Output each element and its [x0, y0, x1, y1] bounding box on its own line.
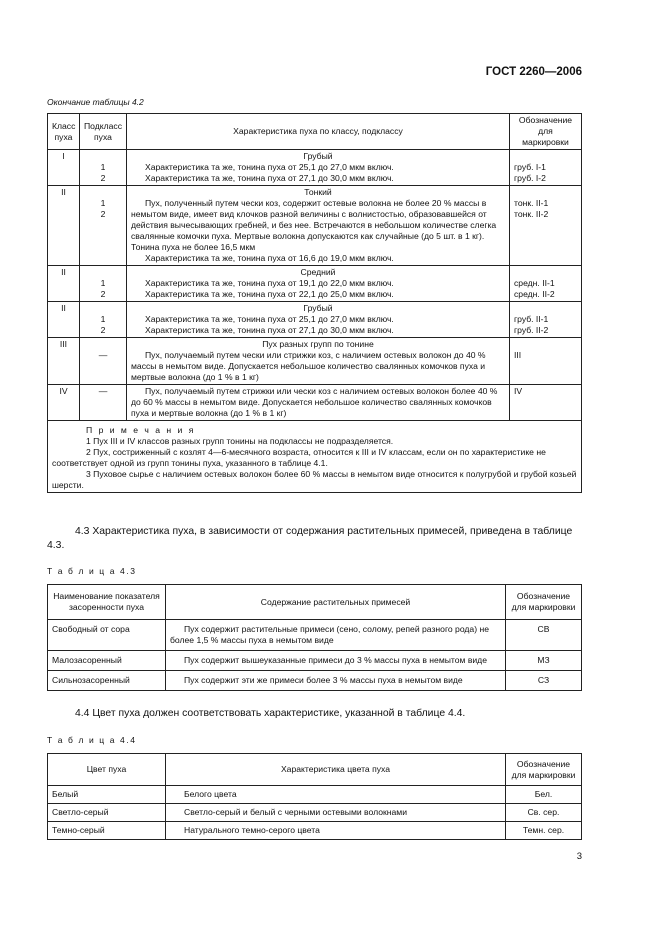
- subclass-value: 1: [100, 162, 106, 172]
- table-row: [48, 338, 582, 385]
- table-row: [48, 266, 582, 302]
- characteristic-text: Пух, получаемый путем чески или стрижки коз, с наличием остевых волокон до 40 % массы в немытом виде. Допускается небольшое количество свалянных комочков пуха и мертвые волокна (до 1 % в 1 кг): [131, 350, 486, 382]
- table-4-2-caption: Окончание таблицы 4.2: [47, 97, 144, 107]
- col-header-impurities: Содержание растительных примесей: [166, 585, 506, 620]
- notes-row: [48, 421, 582, 493]
- table-4-2-body: [48, 150, 582, 493]
- class-cell: II: [48, 266, 80, 302]
- characteristic-text: Характеристика та же, тонина пуха от 22,1 до 25,0 мкм включ.: [145, 289, 394, 299]
- note-item: 2 Пух, состриженный с козлят 4—6-месячного возраста, относится к III и IV классам, если он по характеристике не соответствует одной из групп тонины пуха, указанного в таблице 4.1.: [52, 447, 546, 468]
- color-characteristic-cell: Светло-серый и белый с черными остевыми волокнами: [166, 804, 506, 822]
- marking-cell: Бел.: [506, 786, 582, 804]
- marking-value: груб. II-2: [514, 325, 549, 335]
- subclass-cell: [80, 266, 127, 302]
- subclass-value: 1: [100, 314, 106, 324]
- col-header-color: Цвет пуха: [48, 754, 166, 786]
- marking-cell: Св. сер.: [506, 804, 582, 822]
- subclass-value: 1: [100, 198, 106, 208]
- table-row: [48, 620, 582, 651]
- characteristic-cell: [127, 266, 510, 302]
- table-row: [48, 186, 582, 266]
- characteristic-cell: [127, 338, 510, 385]
- characteristic-cell: [127, 385, 510, 421]
- table-4-2: [47, 113, 582, 493]
- table-row: [48, 822, 582, 840]
- spacer: [514, 151, 577, 162]
- spacer: [84, 151, 122, 162]
- table-row: [48, 651, 582, 671]
- characteristic-text: Характеристика та же, тонина пуха от 19,1 до 22,0 мкм включ.: [145, 278, 394, 288]
- group-title: Грубый: [303, 151, 333, 161]
- col-header-marking: Обозначение для маркировки: [510, 114, 582, 150]
- color-name-cell: Темно-серый: [48, 822, 166, 840]
- spacer: [84, 303, 122, 314]
- color-name-cell: Белый: [48, 786, 166, 804]
- table-4-4: [47, 753, 582, 840]
- col-header-marking: Обозначение для маркировки: [506, 585, 582, 620]
- page-number: 3: [576, 851, 582, 862]
- class-cell: I: [48, 150, 80, 186]
- spacer: [84, 267, 122, 278]
- marking-cell: [510, 266, 582, 302]
- impurities-cell: Пух содержит вышеуказанные примеси до 3 % массы пуха в немытом виде: [166, 651, 506, 671]
- col-header-characteristic: Характеристика пуха по классу, подклассу: [127, 114, 510, 150]
- characteristic-text: Характеристика та же, тонина пуха от 25,1 до 27,0 мкм включ.: [145, 162, 394, 172]
- marking-value: груб. I-2: [514, 173, 546, 183]
- spacer: [514, 267, 577, 278]
- table-4-3-caption: Т а б л и ц а 4.3: [47, 566, 137, 576]
- characteristic-cell: [127, 150, 510, 186]
- table-row: [48, 150, 582, 186]
- color-characteristic-cell: Натурального темно-серого цвета: [166, 822, 506, 840]
- subclass-value: —: [98, 350, 108, 360]
- characteristic-text: Характеристика та же, тонина пуха от 16,6 до 19,0 мкм включ.: [145, 253, 394, 263]
- subclass-value: 2: [100, 209, 106, 219]
- spacer: [84, 339, 122, 350]
- standard-header: ГОСТ 2260—2006: [485, 66, 582, 78]
- marking-cell: СВ: [506, 620, 582, 651]
- characteristic-text: Характеристика та же, тонина пуха от 27,1 до 30,0 мкм включ.: [145, 325, 394, 335]
- table-4-4-body: [48, 786, 582, 840]
- marking-cell: [510, 338, 582, 385]
- group-title: Тонкий: [304, 187, 332, 197]
- color-characteristic-cell: Белого цвета: [166, 786, 506, 804]
- marking-cell: Темн. сер.: [506, 822, 582, 840]
- spacer: [514, 339, 577, 350]
- class-cell: IV: [48, 385, 80, 421]
- spacer: [514, 187, 577, 198]
- group-title: Грубый: [303, 303, 333, 313]
- col-header-class: Класс пуха: [48, 114, 80, 150]
- marking-cell: [510, 150, 582, 186]
- col-header-contamination: Наименование показателя засоренности пуха: [48, 585, 166, 620]
- col-header-color-characteristic: Характеристика цвета пуха: [166, 754, 506, 786]
- marking-cell: СЗ: [506, 671, 582, 691]
- marking-value: груб. I-1: [514, 162, 546, 172]
- contamination-name-cell: Свободный от сора: [48, 620, 166, 651]
- marking-value: тонк. II-2: [514, 209, 549, 219]
- note-item: 1 Пух III и IV классов разных групп тонины на подклассы не подразделяется.: [86, 436, 394, 446]
- color-name-cell: Светло-серый: [48, 804, 166, 822]
- subclass-cell: [80, 302, 127, 338]
- marking-value: III: [514, 350, 522, 360]
- table-row: [48, 804, 582, 822]
- paragraph-4-3: 4.3 Характеристика пуха, в зависимости от содержания растительных примесей, приведена в таблице 4.3.: [47, 526, 573, 551]
- subclass-cell: [80, 385, 127, 421]
- contamination-name-cell: Малозасоренный: [48, 651, 166, 671]
- note-item: 3 Пуховое сырье с наличием остевых волокон более 60 % массы в немытом виде относится к полугрубой и грубой козьей шерсти.: [52, 469, 577, 490]
- marking-cell: [510, 186, 582, 266]
- characteristic-text: Пух, полученный путем чески коз, содержит остевые волокна не более 20 % массы в немытом виде, имеет вид клочков разной величины с волнистостью, образовавшейся от действия вычесывающих гребней, и без нее. Встречаются в небольшом количестве слегка свалянные комочки пуха. Мертвые волокна допускаются как случайные (до 5 шт. в 1 кг). Тонина пуха не более 16,5 мкм: [131, 198, 497, 252]
- characteristic-text: Пух, получаемый путем стрижки или чески коз с наличием остевых волокон более 40 % до 60 % массы в немытом виде. Допускается небольшое количество свалянных комочков пуха и мертвые волокна (до 1 % в 1 кг): [131, 386, 498, 418]
- class-cell: II: [48, 302, 80, 338]
- marking-cell: [510, 302, 582, 338]
- table-row: [48, 671, 582, 691]
- subclass-cell: [80, 150, 127, 186]
- marking-value: средн. II-1: [514, 278, 555, 288]
- paragraph-4-4: 4.4 Цвет пуха должен соответствовать характеристике, указанной в таблице 4.4.: [75, 708, 466, 719]
- spacer: [84, 187, 122, 198]
- marking-value: IV: [514, 386, 523, 396]
- notes-cell: [48, 421, 582, 493]
- marking-value: тонк. II-1: [514, 198, 549, 208]
- subclass-value: 2: [100, 325, 106, 335]
- impurities-cell: Пух содержит эти же примеси более 3 % массы пуха в немытом виде: [166, 671, 506, 691]
- characteristic-text: Характеристика та же, тонина пуха от 25,1 до 27,0 мкм включ.: [145, 314, 394, 324]
- table-row: [48, 385, 582, 421]
- impurities-cell: Пух содержит растительные примеси (сено, солому, репей разного рода) не более 1,5 % массы пуха в немытом виде: [166, 620, 506, 651]
- table-row: [48, 302, 582, 338]
- col-header-marking: Обозначение для маркировки: [506, 754, 582, 786]
- table-4-3: [47, 584, 582, 691]
- table-4-4-caption: Т а б л и ц а 4.4: [47, 735, 137, 745]
- contamination-name-cell: Сильнозасоренный: [48, 671, 166, 691]
- subclass-cell: [80, 338, 127, 385]
- characteristic-cell: [127, 186, 510, 266]
- subclass-value: 2: [100, 289, 106, 299]
- table-row: [48, 786, 582, 804]
- subclass-value: 2: [100, 173, 106, 183]
- col-header-subclass: Подкласс пуха: [80, 114, 127, 150]
- class-cell: II: [48, 186, 80, 266]
- notes-title: П р и м е ч а н и я: [86, 425, 196, 435]
- group-title: Пух разных групп по тонине: [262, 339, 374, 349]
- characteristic-text: Характеристика та же, тонина пуха от 27,1 до 30,0 мкм включ.: [145, 173, 394, 183]
- class-cell: III: [48, 338, 80, 385]
- subclass-value: 1: [100, 278, 106, 288]
- table-4-3-body: [48, 620, 582, 691]
- marking-cell: МЗ: [506, 651, 582, 671]
- marking-cell: [510, 385, 582, 421]
- group-title: Средний: [300, 267, 336, 277]
- marking-value: груб. II-1: [514, 314, 549, 324]
- subclass-cell: [80, 186, 127, 266]
- marking-value: средн. II-2: [514, 289, 555, 299]
- spacer: [514, 303, 577, 314]
- characteristic-cell: [127, 302, 510, 338]
- subclass-value: —: [98, 386, 108, 396]
